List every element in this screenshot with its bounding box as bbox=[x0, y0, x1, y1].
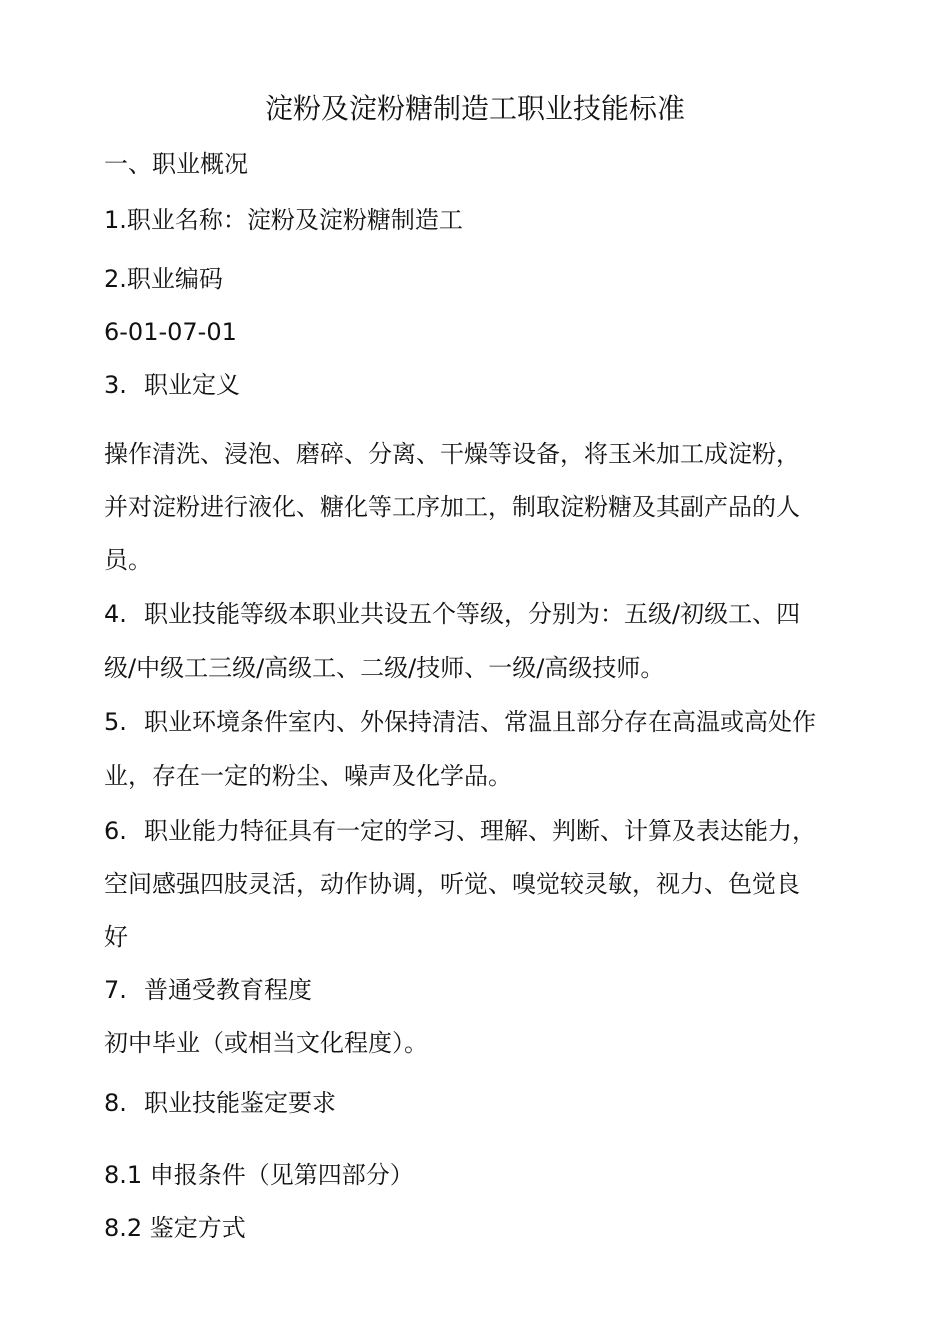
subitem-8-1: 8.1 申报条件（见第四部分） bbox=[104, 1161, 414, 1189]
item-number: 4. bbox=[104, 600, 127, 628]
item-5-line-1 bbox=[104, 707, 816, 737]
subitem-8-2: 8.2 鉴定方式 bbox=[104, 1214, 246, 1242]
item-5-line-2: 业，存在一定的粉尘、噪声及化学品。 bbox=[104, 762, 512, 790]
item-text: 职业定义 bbox=[144, 371, 240, 399]
item-text: 职业技能等级本职业共设五个等级，分别为：五级/初级工、四 bbox=[144, 600, 801, 628]
education-level-value: 初中毕业（或相当文化程度）。 bbox=[104, 1029, 428, 1057]
item-number: 3. bbox=[104, 371, 127, 399]
occupation-name-line: 1.职业名称：淀粉及淀粉糖制造工 bbox=[104, 206, 463, 234]
item-6-line-3: 好 bbox=[104, 923, 128, 951]
item-8-heading bbox=[104, 1088, 336, 1118]
definition-line-2: 并对淀粉进行液化、糖化等工序加工，制取淀粉糖及其副产品的人 bbox=[104, 493, 800, 521]
occupation-code-label: 2.职业编码 bbox=[104, 265, 223, 293]
item-6-line-1 bbox=[104, 816, 816, 846]
item-text: 职业能力特征具有一定的学习、理解、判断、计算及表达能力， bbox=[144, 817, 816, 845]
section-heading-overview: 一、职业概况 bbox=[104, 150, 248, 178]
definition-line-3: 员。 bbox=[104, 546, 152, 574]
item-text: 职业技能鉴定要求 bbox=[144, 1089, 336, 1117]
item-text: 职业环境条件室内、外保持清洁、常温且部分存在高温或高处作 bbox=[144, 708, 816, 736]
item-number: 7. bbox=[104, 976, 127, 1004]
item-7-heading bbox=[104, 975, 312, 1005]
definition-line-1: 操作清洗、浸泡、磨碎、分离、干燥等设备，将玉米加工成淀粉， bbox=[104, 440, 800, 468]
item-number: 6. bbox=[104, 817, 127, 845]
item-6-line-2: 空间感强四肢灵活，动作协调，听觉、嗅觉较灵敏，视力、色觉良 bbox=[104, 870, 800, 898]
item-number: 5. bbox=[104, 708, 127, 736]
item-text: 普通受教育程度 bbox=[144, 976, 312, 1004]
item-4-line-1 bbox=[104, 599, 800, 629]
item-3-heading bbox=[104, 370, 240, 400]
item-number: 8. bbox=[104, 1089, 127, 1117]
document-title: 淀粉及淀粉糖制造工职业技能标准 bbox=[264, 92, 685, 125]
item-4-line-2: 级/中级工三级/高级工、二级/技师、一级/高级技师。 bbox=[104, 654, 665, 682]
occupation-code-value: 6-01-07-01 bbox=[104, 318, 237, 346]
